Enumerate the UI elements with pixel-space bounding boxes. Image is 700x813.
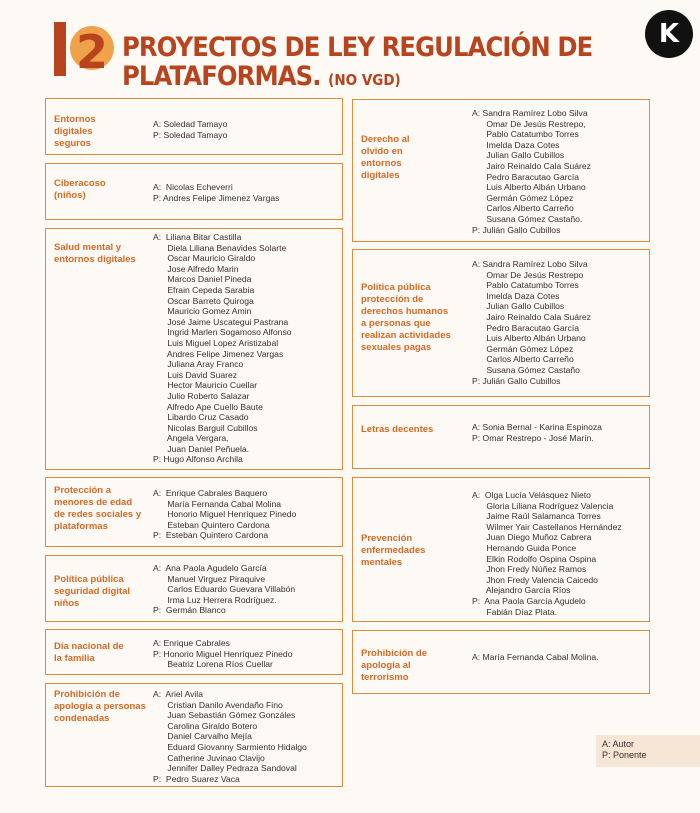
- person-line: A: Soledad Tamayo: [153, 119, 228, 129]
- person-line: Daniel Carvalho Mejía: [153, 731, 252, 742]
- bill-box-left-5: [45, 555, 343, 622]
- person-line: Juliana Aray Franco: [153, 359, 244, 370]
- person-line: Julian Gallo Cubillos: [472, 301, 565, 312]
- person-line: Cristian Danilo Avendaño Fino: [153, 699, 283, 710]
- person-line: Eduard Giovanny Sarmiento Hidalgo: [153, 741, 307, 752]
- person-line: Honorio Miguel Henríquez Pinedo: [153, 509, 297, 520]
- person-line: Germán Gómez López: [472, 192, 574, 203]
- person-line: P: Germán Blanco: [153, 605, 226, 616]
- person-line: Omar De Jesús Restrepo,: [472, 118, 586, 129]
- person-line: Luis David Suarez: [153, 369, 238, 380]
- person-line: Jhon Fredy Valencia Caicedo: [472, 574, 598, 585]
- title-line-1: PROYECTOS DE LEY REGULACIÓN DE: [122, 32, 593, 63]
- bill-people: [472, 652, 599, 663]
- person-line: Libardo Cruz Casado: [153, 412, 249, 423]
- person-line: Jaime Raúl Salamanca Torres: [472, 511, 601, 522]
- person-line: P: Honorio Miguel Henríquez Pinedo: [153, 648, 293, 659]
- person-line: P: Julián Gallo Cubillos: [472, 224, 561, 235]
- person-line: A: Sandra Ramírez Lobo Silva: [472, 108, 588, 118]
- person-line: Angela Vergara,: [153, 433, 229, 444]
- person-line: Alfredo Ape Cuello Baute: [153, 401, 263, 412]
- person-line: José Jaime Uscategui Pastrana: [153, 316, 289, 327]
- person-line: Pablo Catatumbo Torres: [472, 280, 579, 291]
- person-line: Andres Felipe Jimenez Vargas: [153, 348, 284, 359]
- number-two-glyph: 2: [75, 25, 109, 79]
- bill-title: Entornos digitales seguros: [54, 114, 96, 149]
- bill-people: [472, 422, 602, 443]
- bill-title: Política pública protección de derechos humanos a personas que realizan actividades sexuales pagas: [361, 282, 451, 353]
- number-twelve-graphic: [52, 18, 114, 80]
- person-line: Manuel Virguez Piraquive: [153, 573, 266, 584]
- person-line: A: Sonia Bernal - Karina Espinoza: [472, 422, 602, 432]
- title-note: (NO VGD): [328, 71, 401, 89]
- person-line: Fabián Díaz Plata.: [472, 606, 558, 617]
- bill-title: Día nacional de la familia: [54, 641, 124, 664]
- bill-box-left-2: [45, 163, 343, 220]
- person-line: Juan Diego Muñoz Cabrera: [472, 532, 592, 543]
- person-line: Pablo Catatumbo Torres: [472, 129, 579, 140]
- bill-people: [153, 119, 227, 140]
- legend-ponente: P: Ponente: [602, 750, 647, 760]
- person-line: Pedro Baracutao García: [472, 171, 579, 182]
- person-line: Jairo Reinaldo Cala Suárez: [472, 311, 591, 322]
- person-line: Jairo Reinaldo Cala Suárez: [472, 160, 591, 171]
- person-line: Jhon Fredy Núñez Ramos: [472, 564, 587, 575]
- person-line: A: Olga Lucía Velásquez Nieto: [472, 490, 591, 500]
- person-line: Juan Sebastián Gómez Gonzáles: [153, 710, 296, 721]
- person-line: Susana Gómez Castaño.: [472, 213, 583, 224]
- person-line: Pedro Baracutao García: [472, 322, 579, 333]
- person-line: Diela Liliana Benavides Solarte: [153, 242, 287, 253]
- number-one-bar: [54, 22, 66, 76]
- bill-box-right-5: [352, 630, 650, 694]
- bill-title: Derecho al olvido en entornos digitales: [361, 134, 410, 181]
- legend-autor: A: Autor: [602, 739, 635, 749]
- person-line: Beatriz Lorena Ríos Cuellar: [153, 659, 273, 670]
- person-line: Julian Gallo Cubillos: [472, 150, 565, 161]
- person-line: Hector Mauricio Cuellar: [153, 380, 258, 391]
- person-line: Alejandro García Ríos: [472, 585, 571, 596]
- person-line: Susana Gómez Castaño: [472, 364, 580, 375]
- person-line: P: Hugo Alfonso Archila: [153, 454, 243, 465]
- person-line: P: Esteban Quintero Cardona: [153, 530, 269, 541]
- person-line: Elkin Rodolfo Ospina Ospina: [472, 553, 597, 564]
- person-line: Carlos Eduardo Guevara Villabón: [153, 584, 296, 595]
- person-line: Nicolas Barguil Cubillos: [153, 422, 258, 433]
- person-line: Marcos Daniel Pineda: [153, 274, 252, 285]
- person-line: Carlos Alberto Carreño: [472, 354, 574, 365]
- person-line: Carolina Giraldo Botero: [153, 720, 258, 731]
- bill-title: Prohibición de apología al terrorismo: [361, 648, 427, 683]
- person-line: Luis Miguel Lopez Aristizabal: [153, 337, 279, 348]
- bill-people: [153, 182, 279, 203]
- bill-box-right-4: [352, 477, 650, 622]
- person-line: P: Omar Restrepo - José Marín.: [472, 432, 594, 443]
- bill-box-left-1: [45, 98, 343, 155]
- bill-title: Prevención enfermedades mentales: [361, 533, 426, 568]
- bill-people: [153, 563, 295, 616]
- person-line: A: María Fernanda Cabal Molina.: [472, 652, 599, 662]
- person-line: Ingrid Marlen Sogamoso Alfonso: [153, 327, 292, 338]
- person-line: Julio Roberto Salazar: [153, 390, 250, 401]
- person-line: P: Soledad Tamayo: [153, 129, 228, 140]
- bill-people: [153, 689, 307, 784]
- bill-people: [153, 232, 292, 465]
- person-line: A: Enrique Cabrales: [153, 638, 230, 648]
- bill-people: [472, 108, 591, 235]
- bill-box-left-6: [45, 629, 343, 675]
- k-logo-icon: K: [645, 10, 693, 58]
- bill-box-left-4: [45, 477, 343, 547]
- bill-people: [472, 490, 622, 617]
- person-line: A: Liliana Bitar Castilla: [153, 232, 242, 242]
- bill-title: Prohibición de apología a personas condenadas: [54, 689, 146, 724]
- person-line: Hernando Guida Ponce: [472, 542, 577, 553]
- person-line: Imelda Daza Cotes: [472, 290, 560, 301]
- title-line-2: [122, 62, 592, 95]
- person-line: Omar De Jesús Restrepo: [472, 269, 584, 280]
- person-line: P: Julián Gallo Cubillos: [472, 375, 561, 386]
- bill-people: [153, 638, 293, 670]
- person-line: María Fernanda Cabal Molina: [153, 498, 282, 509]
- person-line: A: Nicolas Echeverri: [153, 182, 233, 192]
- person-line: P: Pedro Suarez Vaca: [153, 773, 240, 784]
- person-line: Gloria Liliana Rodríguez Valencia: [472, 500, 614, 511]
- person-line: Imelda Daza Cotes: [472, 139, 560, 150]
- person-line: Juan Daniel Peñuela.: [153, 443, 250, 454]
- person-line: Luis Alberto Albán Urbano: [472, 333, 586, 344]
- bill-title: Protección a menores de edad de redes sociales y plataformas: [54, 485, 142, 532]
- person-line: P: Ana Paola García Agudelo: [472, 595, 586, 606]
- bill-box-left-3: [45, 228, 343, 470]
- person-line: A: Enrique Cabrales Baquero: [153, 488, 268, 498]
- bill-people: [472, 259, 591, 386]
- person-line: A: Ana Paola Agudelo García: [153, 563, 267, 573]
- person-line: Oscar Barreto Quiroga: [153, 295, 254, 306]
- person-line: P: Andres Felipe Jimenez Vargas: [153, 192, 280, 203]
- bill-title: Política pública seguridad digital niños: [54, 574, 131, 609]
- bill-box-left-7: [45, 683, 343, 787]
- bill-people: [153, 488, 296, 541]
- person-line: Efrain Cepeda Sarabia: [153, 284, 255, 295]
- page-title: [122, 33, 592, 95]
- person-line: Oscar Mauricio Giraldo: [153, 253, 256, 264]
- bill-title: Ciberacoso (niños): [54, 178, 106, 201]
- person-line: Luis Alberto Albán Urbano: [472, 182, 586, 193]
- bill-box-right-1: [352, 99, 650, 242]
- person-line: Mauricio Gomez Amin: [153, 306, 252, 317]
- bill-title: Letras decentes: [361, 424, 434, 435]
- bill-box-right-2: [352, 249, 650, 397]
- person-line: A: Ariel Avila: [153, 689, 203, 699]
- title-line-2-text: PLATAFORMAS.: [122, 61, 321, 92]
- person-line: Jose Alfredo Marin: [153, 263, 239, 274]
- person-line: Wilmer Yair Castellanos Hernández: [472, 521, 622, 532]
- bill-box-right-3: [352, 405, 650, 469]
- person-line: Jennifer Dalley Pedraza Sandoval: [153, 763, 297, 774]
- legend: [596, 735, 700, 767]
- bill-title: Salud mental y entornos digitales: [54, 242, 136, 265]
- person-line: Irma Luz Herrera Rodríguez.: [153, 594, 277, 605]
- person-line: A: Sandra Ramírez Lobo Silva: [472, 259, 588, 269]
- person-line: Esteban Quintero Cardona: [153, 519, 270, 530]
- person-line: Carlos Alberto Carreño: [472, 203, 574, 214]
- person-line: Germán Gómez López: [472, 343, 574, 354]
- person-line: Catherine Juvinao Clavijo: [153, 752, 265, 763]
